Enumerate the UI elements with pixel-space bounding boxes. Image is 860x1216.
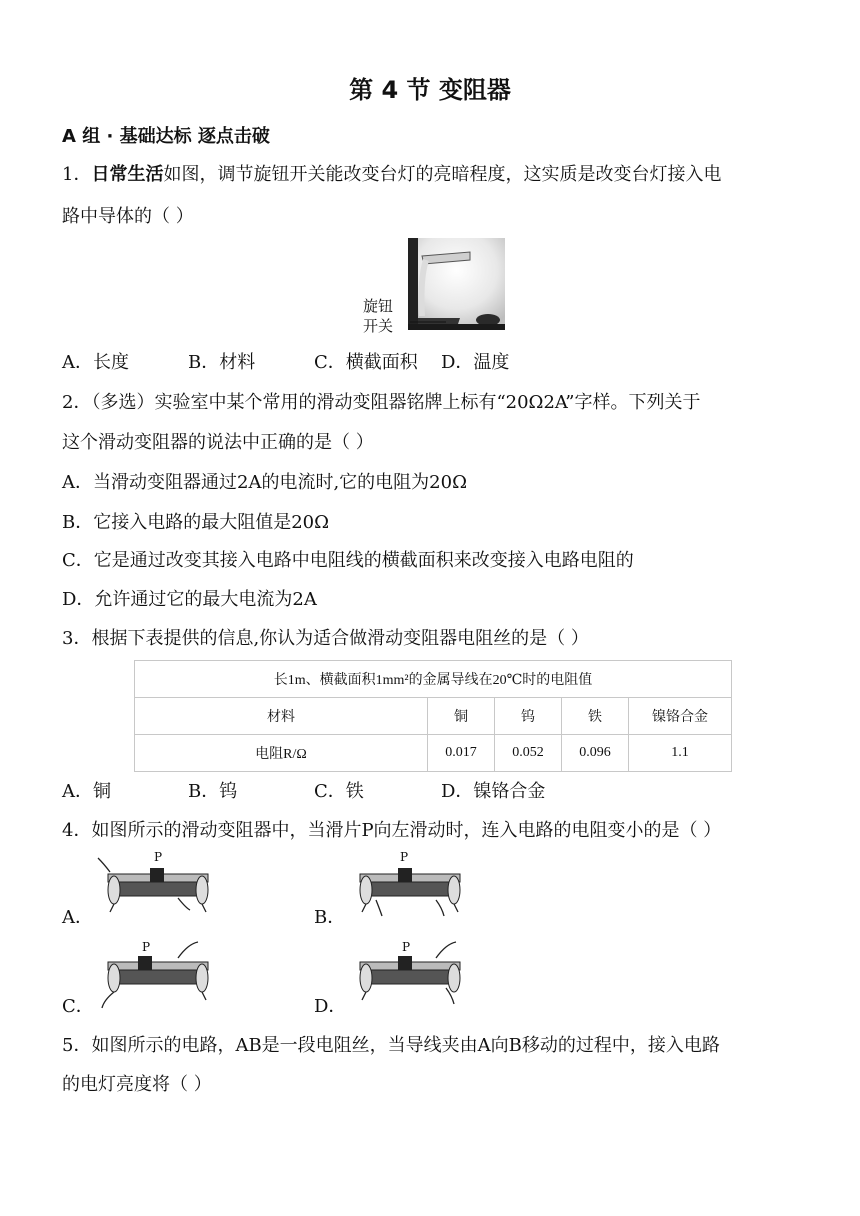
q1-tag: 日常生活: [91, 164, 164, 185]
table-caption: 长1m、横截面积1mm²的金属导线在20℃时的电阻值: [135, 661, 732, 698]
page-title: 第 4 节 变阻器: [349, 76, 511, 104]
q2-option-b: B．它接入电路的最大阻值是20Ω: [62, 512, 330, 533]
rheostat-figure-a: [94, 850, 219, 925]
rheostat-figure-c: [94, 938, 219, 1013]
table-cell-copper: 0.017: [428, 735, 495, 772]
slider-p-label: P: [142, 940, 151, 954]
q4-option-b: B．: [314, 907, 346, 928]
rheostat-figure-b: [346, 850, 471, 925]
q3-option-b: B．钨: [188, 781, 238, 802]
section-heading: A 组 · 基础达标 逐点击破: [62, 126, 270, 147]
q2-option-c: C．它是通过改变其接入电路中电阻线的横截面积来改变接入电路电阻的: [62, 550, 634, 571]
slider-p-label: P: [402, 940, 411, 954]
slider-p-label: P: [154, 850, 163, 864]
slider-p-label: P: [400, 850, 409, 864]
q4-line1: 4．如图所示的滑动变阻器中，当滑片P向左滑动时，连入电路的电阻变小的是（ ）: [62, 820, 722, 841]
table-caption-row: [135, 661, 732, 698]
table-header-tungsten: 钨: [495, 698, 562, 735]
q1-option-a: A．长度: [62, 352, 129, 373]
resistance-table: [134, 660, 732, 772]
desk-lamp-figure: [360, 238, 505, 334]
q2-line2: 这个滑动变阻器的说法中正确的是（ ）: [62, 432, 374, 453]
q1-option-d: D．温度: [441, 352, 510, 373]
q3-line1: 3．根据下表提供的信息,你认为适合做滑动变阻器电阻丝的是（ ）: [62, 628, 589, 649]
q1-text: 如图，调节旋钮开关能改变台灯的亮暗程度，这实质是改变台灯接入电: [163, 164, 722, 185]
table-header-copper: 铜: [428, 698, 495, 735]
q1-option-b: B．材料: [188, 352, 256, 373]
table-cell-tungsten: 0.052: [495, 735, 562, 772]
switch-label: 开关: [363, 317, 394, 335]
table-header-row: [135, 698, 732, 735]
q4-option-d: D．: [314, 996, 347, 1017]
q2-line1: 2．（多选）实验室中某个常用的滑动变阻器铭牌上标有“20Ω2A”字样。下列关于: [62, 392, 701, 413]
q1-option-c: C．横截面积: [314, 352, 418, 373]
table-header-nichrome: 镍铬合金: [629, 698, 732, 735]
q1-number: 1．: [62, 164, 92, 185]
table-header-iron: 铁: [562, 698, 629, 735]
q5-line1: 5．如图所示的电路，AB是一段电阻丝，当导线夹由A向B移动的过程中，接入电路: [62, 1035, 720, 1056]
table-cell-iron: 0.096: [562, 735, 629, 772]
q3-option-d: D．镍铬合金: [441, 781, 546, 802]
q4-option-c: C．: [62, 996, 94, 1017]
knob-label: 旋钮: [363, 297, 394, 315]
rheostat-figure-d: [346, 938, 471, 1013]
table-row-label: 电阻R/Ω: [135, 735, 428, 772]
q5-line2: 的电灯亮度将（ ）: [62, 1074, 212, 1095]
q1-line2: 路中导体的（ ）: [62, 206, 194, 227]
q2-option-a: A．当滑动变阻器通过2A的电流时,它的电阻为20Ω: [62, 472, 467, 493]
table-row: [135, 735, 732, 772]
table-cell-nichrome: 1.1: [629, 735, 732, 772]
q1-line1: [62, 160, 721, 186]
q3-option-a: A．铜: [62, 781, 111, 802]
table-header-material: 材料: [135, 698, 428, 735]
q2-option-d: D．允许通过它的最大电流为2A: [62, 589, 317, 610]
q4-option-a: A．: [62, 907, 93, 928]
q3-option-c: C．铁: [314, 781, 364, 802]
